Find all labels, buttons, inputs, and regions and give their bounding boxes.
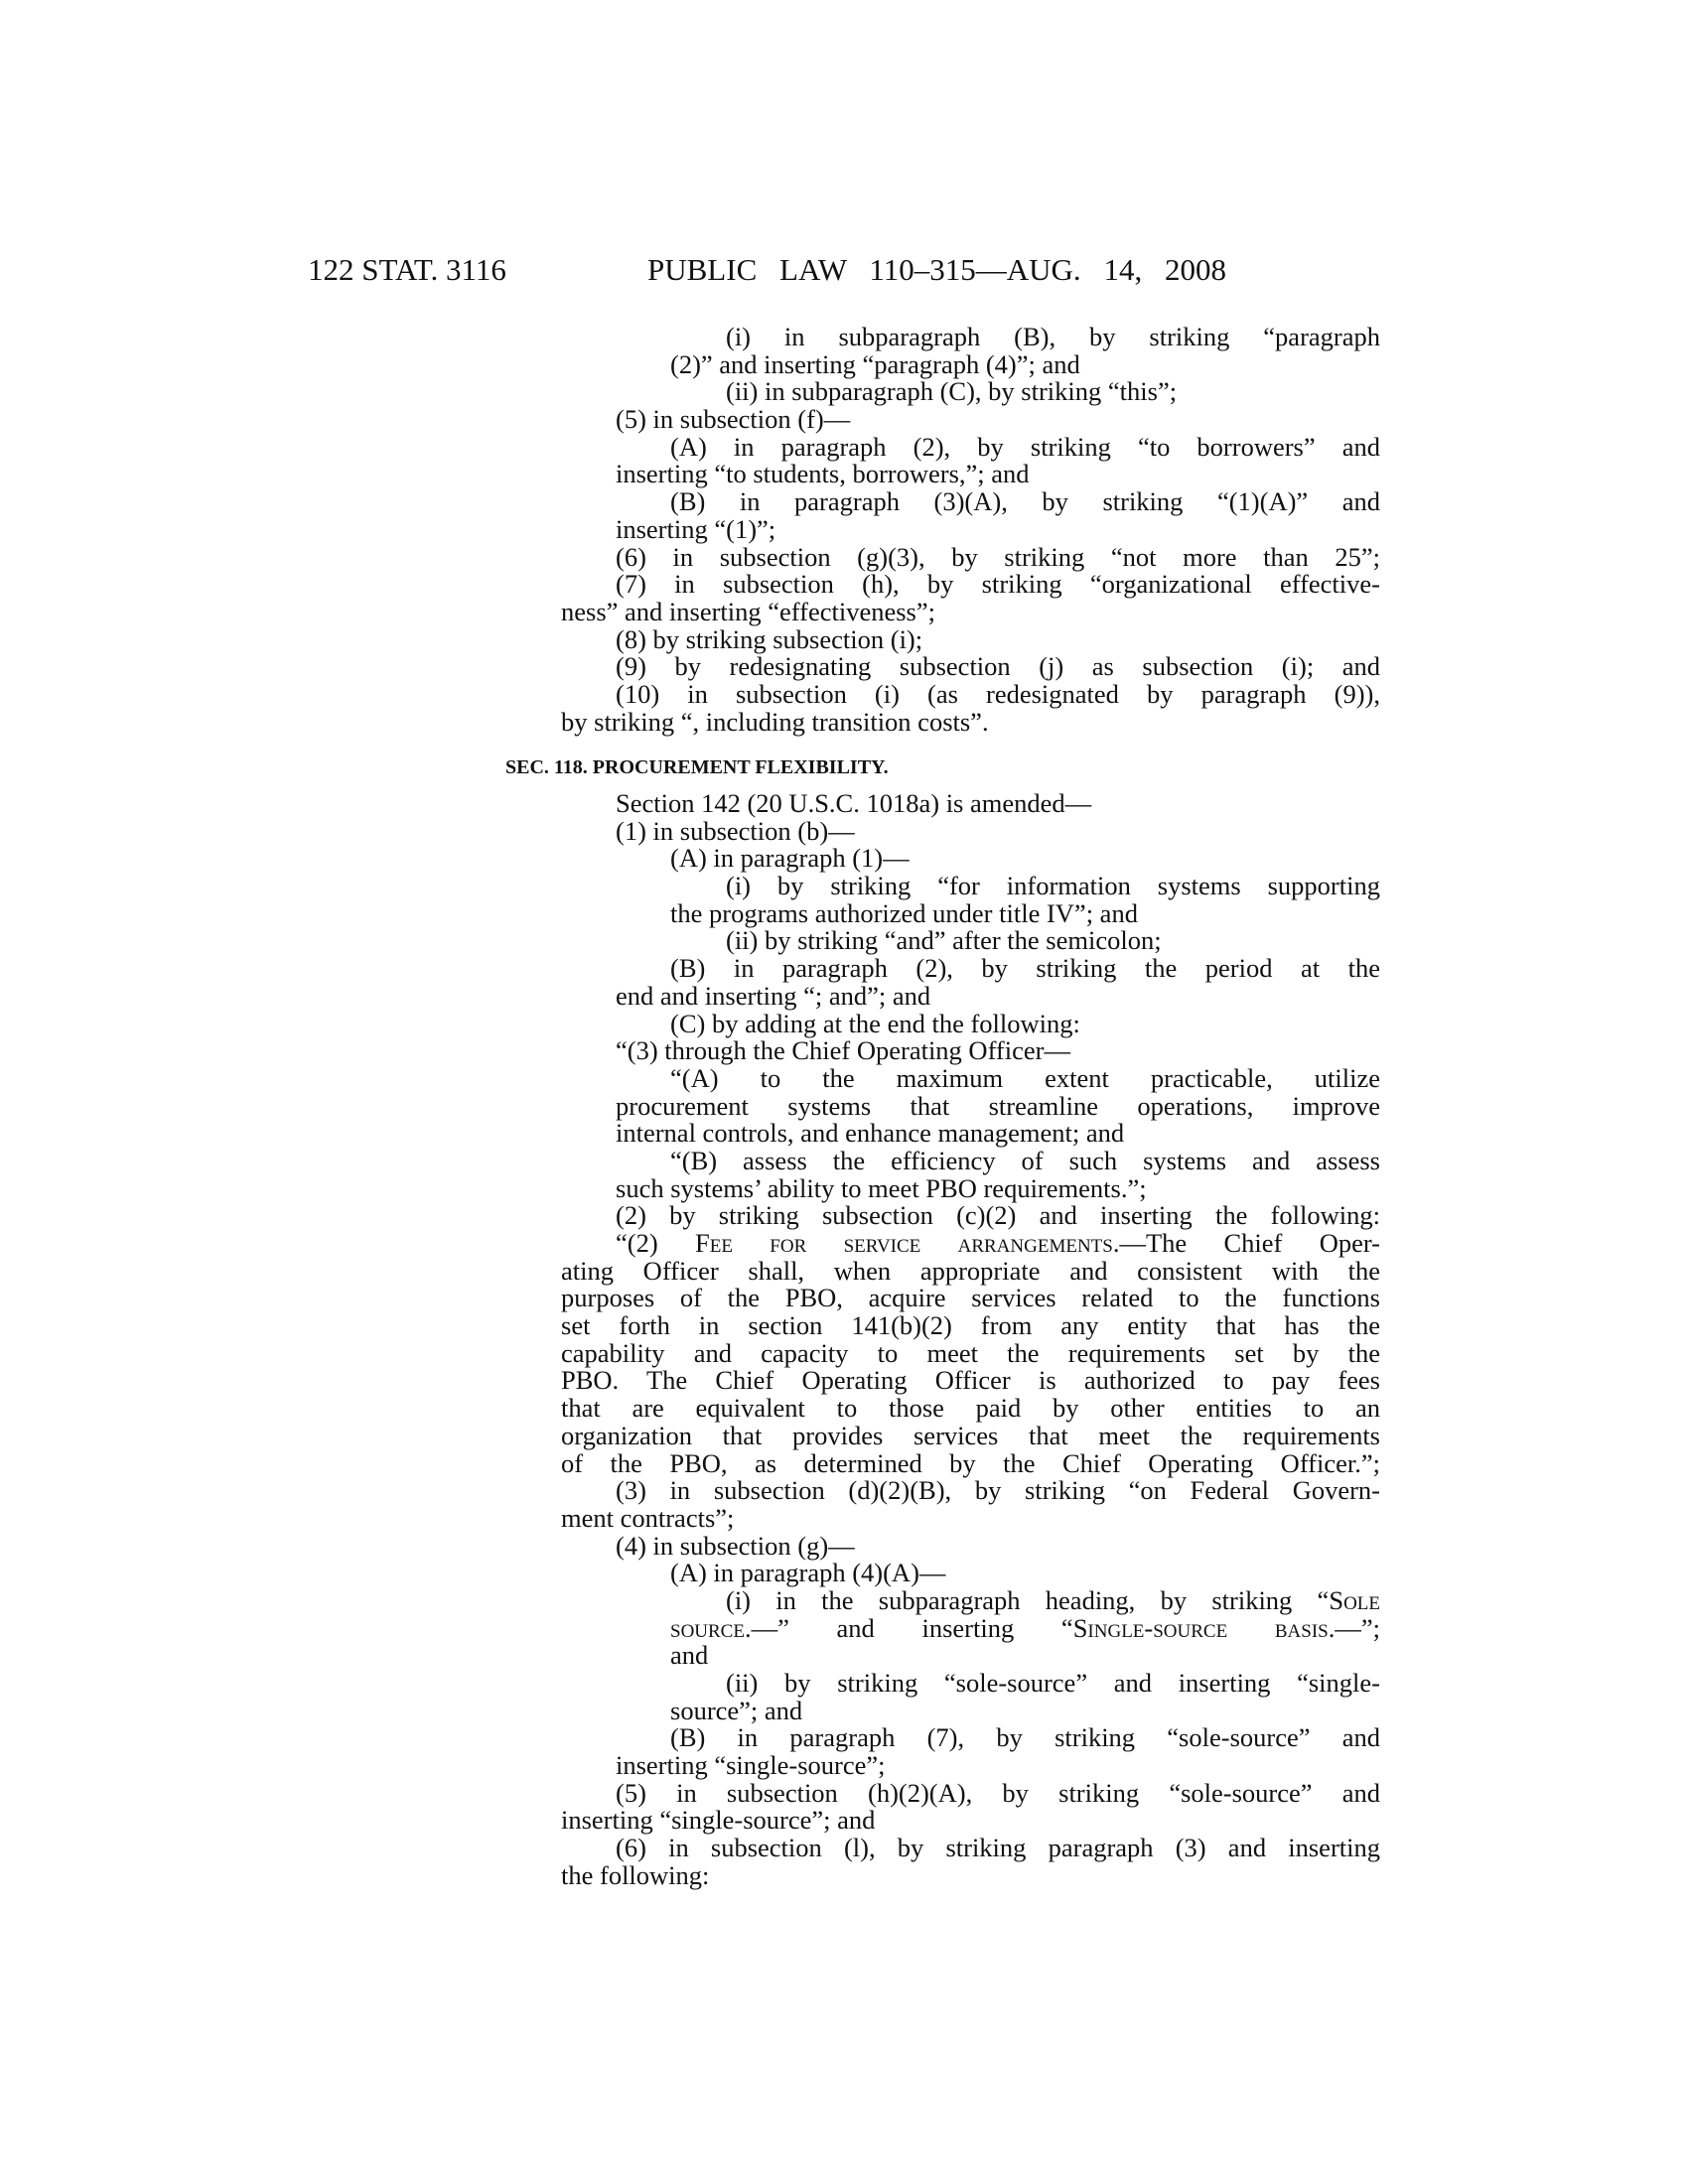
text-line: capability and capacity to meet the requirements set by the bbox=[561, 1337, 1380, 1368]
text-line: “(B) assess the efficiency of such systems and assess bbox=[670, 1145, 1380, 1175]
text-line: set forth in section 141(b)(2) from any entity that has the bbox=[561, 1310, 1380, 1341]
text-line: such systems’ ability to meet PBO requirements.”; bbox=[616, 1172, 1147, 1203]
text-line: inserting “(1)”; bbox=[616, 513, 776, 544]
text-line: (A) in paragraph (1)— bbox=[670, 843, 910, 874]
text-line: the following: bbox=[561, 1859, 710, 1890]
small-caps-heading: Fee for service arrangements bbox=[695, 1228, 1113, 1258]
text-line: of the PBO, as determined by the Chief Operating Officer.”; bbox=[561, 1447, 1380, 1478]
small-caps-term: Single-source basis.— bbox=[1072, 1612, 1361, 1643]
text-line: “(3) through the Chief Operating Officer— bbox=[616, 1035, 1070, 1066]
text-line bbox=[561, 1230, 1380, 1258]
running-head-title: PUBLIC LAW 110–315—AUG. 14, 2008 bbox=[647, 252, 1226, 287]
text-line: ness” and inserting “effectiveness”; bbox=[561, 596, 935, 626]
text-line: “(A) to the maximum extent practicable, utilize bbox=[670, 1062, 1380, 1093]
text-segment: “(2) bbox=[616, 1228, 696, 1258]
text-line: (7) in subsection (h), by striking “organizational effective- bbox=[616, 569, 1380, 600]
text-segment: .—The Chief Oper- bbox=[1112, 1228, 1380, 1258]
text-line: (3) in subsection (d)(2)(B), by striking “on Federal Govern- bbox=[616, 1475, 1380, 1506]
text-line: internal controls, and enhance management; and bbox=[616, 1118, 1125, 1149]
text-line: (2)” and inserting “paragraph (4)”; and bbox=[670, 348, 1080, 379]
text-line: (B) in paragraph (2), by striking the period at the bbox=[670, 953, 1380, 984]
small-caps-term: source.— bbox=[670, 1612, 778, 1643]
page-stat-citation: 122 STAT. 3116 bbox=[308, 252, 506, 287]
text-line: (2) by striking subsection (c)(2) and inserting the following: bbox=[616, 1200, 1380, 1231]
text-line: (9) by redesignating subsection (j) as subsection (i); and bbox=[616, 651, 1380, 682]
section-heading: SEC. 118. PROCUREMENT FLEXIBILITY. bbox=[505, 756, 889, 778]
text-line: organization that provides services that meet the requirements bbox=[561, 1420, 1380, 1450]
text-line: procurement systems that streamline operations, improve bbox=[616, 1090, 1380, 1121]
text-line: (A) in paragraph (2), by striking “to borrowers” and bbox=[670, 431, 1380, 462]
text-line: (B) in paragraph (7), by striking “sole-source” and bbox=[670, 1722, 1380, 1753]
text-line: (i) by striking “for information systems supporting bbox=[726, 871, 1380, 901]
text-line: (ii) by striking “and” after the semicolon; bbox=[726, 925, 1162, 956]
text-line: (i) in subparagraph (B), by striking “paragraph bbox=[726, 322, 1380, 351]
amendment-text-part2 bbox=[561, 790, 1380, 1890]
text-line: (4) in subsection (g)— bbox=[616, 1530, 855, 1561]
text-line: (1) in subsection (b)— bbox=[616, 815, 855, 846]
text-line: (ii) in subparagraph (C), by striking “this”; bbox=[726, 376, 1178, 407]
text-line: purposes of the PBO, acquire services related to the functions bbox=[561, 1283, 1380, 1313]
text-line: inserting “single-source”; and bbox=[561, 1805, 876, 1836]
text-line: PBO. The Chief Operating Officer is authorized to pay fees bbox=[561, 1365, 1380, 1396]
text-line: (8) by striking subsection (i); bbox=[616, 623, 923, 654]
text-line bbox=[561, 1584, 1380, 1615]
text-line: (6) in subsection (l), by striking paragraph (3) and inserting bbox=[616, 1833, 1380, 1863]
text-segment: (i) in the subparagraph heading, by striking “ bbox=[726, 1584, 1330, 1615]
text-line: by striking “, including transition costs”. bbox=[561, 706, 989, 737]
text-line: (B) in paragraph (3)(A), by striking “(1)(A)” and bbox=[670, 486, 1380, 517]
text-line: (6) in subsection (g)(3), by striking “not more than 25”; bbox=[616, 541, 1380, 572]
text-line bbox=[561, 1612, 1380, 1643]
text-line: ating Officer shall, when appropriate and consistent with the bbox=[561, 1255, 1380, 1286]
text-line: (C) by adding at the end the following: bbox=[670, 1008, 1080, 1038]
text-line: (A) in paragraph (4)(A)— bbox=[670, 1558, 946, 1588]
text-line: ment contracts”; bbox=[561, 1502, 735, 1533]
text-line: (5) in subsection (h)(2)(A), by striking “sole-source” and bbox=[616, 1777, 1380, 1808]
small-caps-term: Sole bbox=[1329, 1584, 1380, 1615]
text-line: (10) in subsection (i) (as redesignated by paragraph (9)), bbox=[616, 678, 1380, 709]
text-line: (ii) by striking “sole-source” and inserting “single- bbox=[726, 1668, 1380, 1698]
text-line: and bbox=[670, 1640, 709, 1671]
text-line: source”; and bbox=[670, 1695, 803, 1725]
text-line: that are equivalent to those paid by other entities to an bbox=[561, 1393, 1380, 1424]
text-line: Section 142 (20 U.S.C. 1018a) is amended— bbox=[616, 788, 1092, 818]
amendment-text-part1 bbox=[561, 324, 1380, 736]
text-line: (5) in subsection (f)— bbox=[616, 404, 851, 435]
text-segment: ” and inserting “ bbox=[777, 1612, 1073, 1643]
text-line: the programs authorized under title IV”; and bbox=[670, 897, 1138, 928]
text-line: inserting “to students, borrowers,”; and bbox=[616, 459, 1030, 489]
text-line: inserting “single-source”; bbox=[616, 1750, 886, 1781]
text-segment: ”; bbox=[1360, 1612, 1380, 1643]
text-line: end and inserting “; and”; and bbox=[616, 980, 931, 1011]
